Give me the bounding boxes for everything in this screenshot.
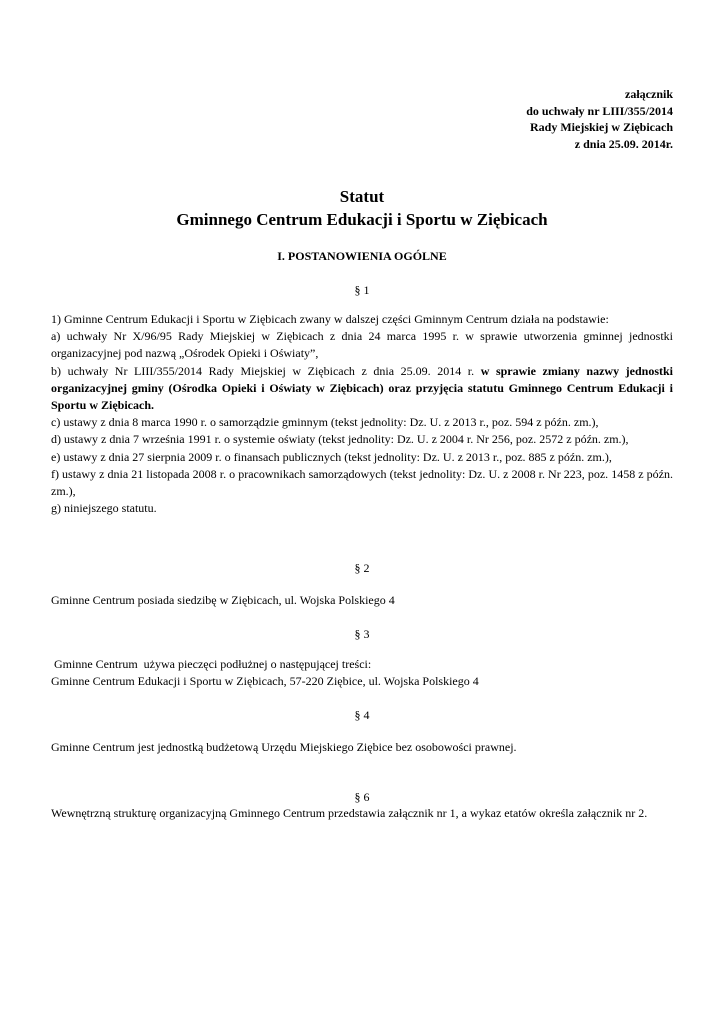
- section-2-text: Gminne Centrum posiada siedzibę w Ziębicach, ul. Wojska Polskiego 4: [51, 593, 395, 607]
- attachment-line-1: załącznik: [625, 87, 673, 101]
- section-1-heading: § 1: [354, 283, 370, 297]
- section-1-item-c: c) ustawy z dnia 8 marca 1990 r. o samorządzie gminnym (tekst jednolity: Dz. U. z 2013 r., poz. 594 z późn. zm.),: [51, 415, 599, 430]
- section-1-item-b: [51, 363, 673, 415]
- document-page: [51, 0, 673, 1024]
- section-2-heading: § 2: [354, 561, 370, 575]
- section-3-line-2: Gminne Centrum Edukacji i Sportu w Ziębicach, 57-220 Ziębice, ul. Wojska Polskiego 4: [51, 674, 479, 689]
- section-3-heading: § 3: [354, 627, 370, 641]
- title-line-2: Gminnego Centrum Edukacji i Sportu w Ziębicach: [176, 210, 548, 229]
- section-1-item-a: a) uchwały Nr X/96/95 Rady Miejskiej w Ziębicach z dnia 24 marca 1995 r. w sprawie utworzenia gminnej jednostki organizacyjnej pod nazwą „Ośrodek Opieki i Oświaty”,: [51, 329, 673, 361]
- section-6-heading: § 6: [354, 790, 370, 804]
- section-1-item-g: g) niniejszego statutu.: [51, 501, 157, 516]
- section-1-item-b-plain: b) uchwały Nr LIII/355/2014 Rady Miejskiej w Ziębicach z dnia 25.09. 2014 r.: [51, 363, 481, 378]
- section-1-item-f: f) ustawy z dnia 21 listopada 2008 r. o pracownikach samorządowych (tekst jednolity: Dz. U. z 2008 r. Nr 223, poz. 1458 z późn. zm.),: [51, 466, 673, 499]
- section-6-text: Wewnętrzną strukturę organizacyjną Gminnego Centrum przedstawia załącznik nr 1, a wykaz etatów określa załącznik nr 2.: [51, 806, 648, 820]
- section-4-text: Gminne Centrum jest jednostką budżetową Urzędu Miejskiego Ziębice bez osobowości prawnej.: [51, 740, 517, 754]
- section-1-body: [51, 311, 673, 517]
- section-1-item-d: d) ustawy z dnia 7 września 1991 r. o systemie oświaty (tekst jednolity: Dz. U. z 2004 r. Nr 256, poz. 2572 z późn. zm.),: [51, 432, 629, 447]
- chapter-heading: I. POSTANOWIENIA OGÓLNE: [277, 249, 447, 263]
- section-1-item-b-bold: w sprawie zmiany nazwy jednostki organizacyjnej gminy (Ośrodka Opieki i Oświaty w Ziębicach) oraz przyjęcia statutu Gminnego Centrum Edukacji i Sportu w Ziębicach.: [51, 363, 673, 413]
- attachment-line-2: do uchwały nr LIII/355/2014: [526, 103, 673, 118]
- document-title: [51, 185, 673, 231]
- section-4-heading: § 4: [354, 708, 370, 722]
- attachment-note: [526, 86, 673, 152]
- attachment-line-3: Rady Miejskiej w Ziębicach: [530, 120, 673, 134]
- attachment-line-4: z dnia 25.09. 2014r.: [574, 136, 673, 151]
- section-3-body: [51, 656, 673, 690]
- section-1-intro: 1) Gminne Centrum Edukacji i Sportu w Ziębicach zwany w dalszej części Gminnym Centrum działa na podstawie:: [51, 312, 609, 326]
- section-3-line-1: Gminne Centrum używa pieczęci podłużnej o następującej treści:: [51, 657, 372, 671]
- title-line-1: Statut: [339, 187, 385, 206]
- section-1-item-e: e) ustawy z dnia 27 sierpnia 2009 r. o finansach publicznych (tekst jednolity: Dz. U. z 2013 r., poz. 885 z późn. zm.),: [51, 449, 612, 464]
